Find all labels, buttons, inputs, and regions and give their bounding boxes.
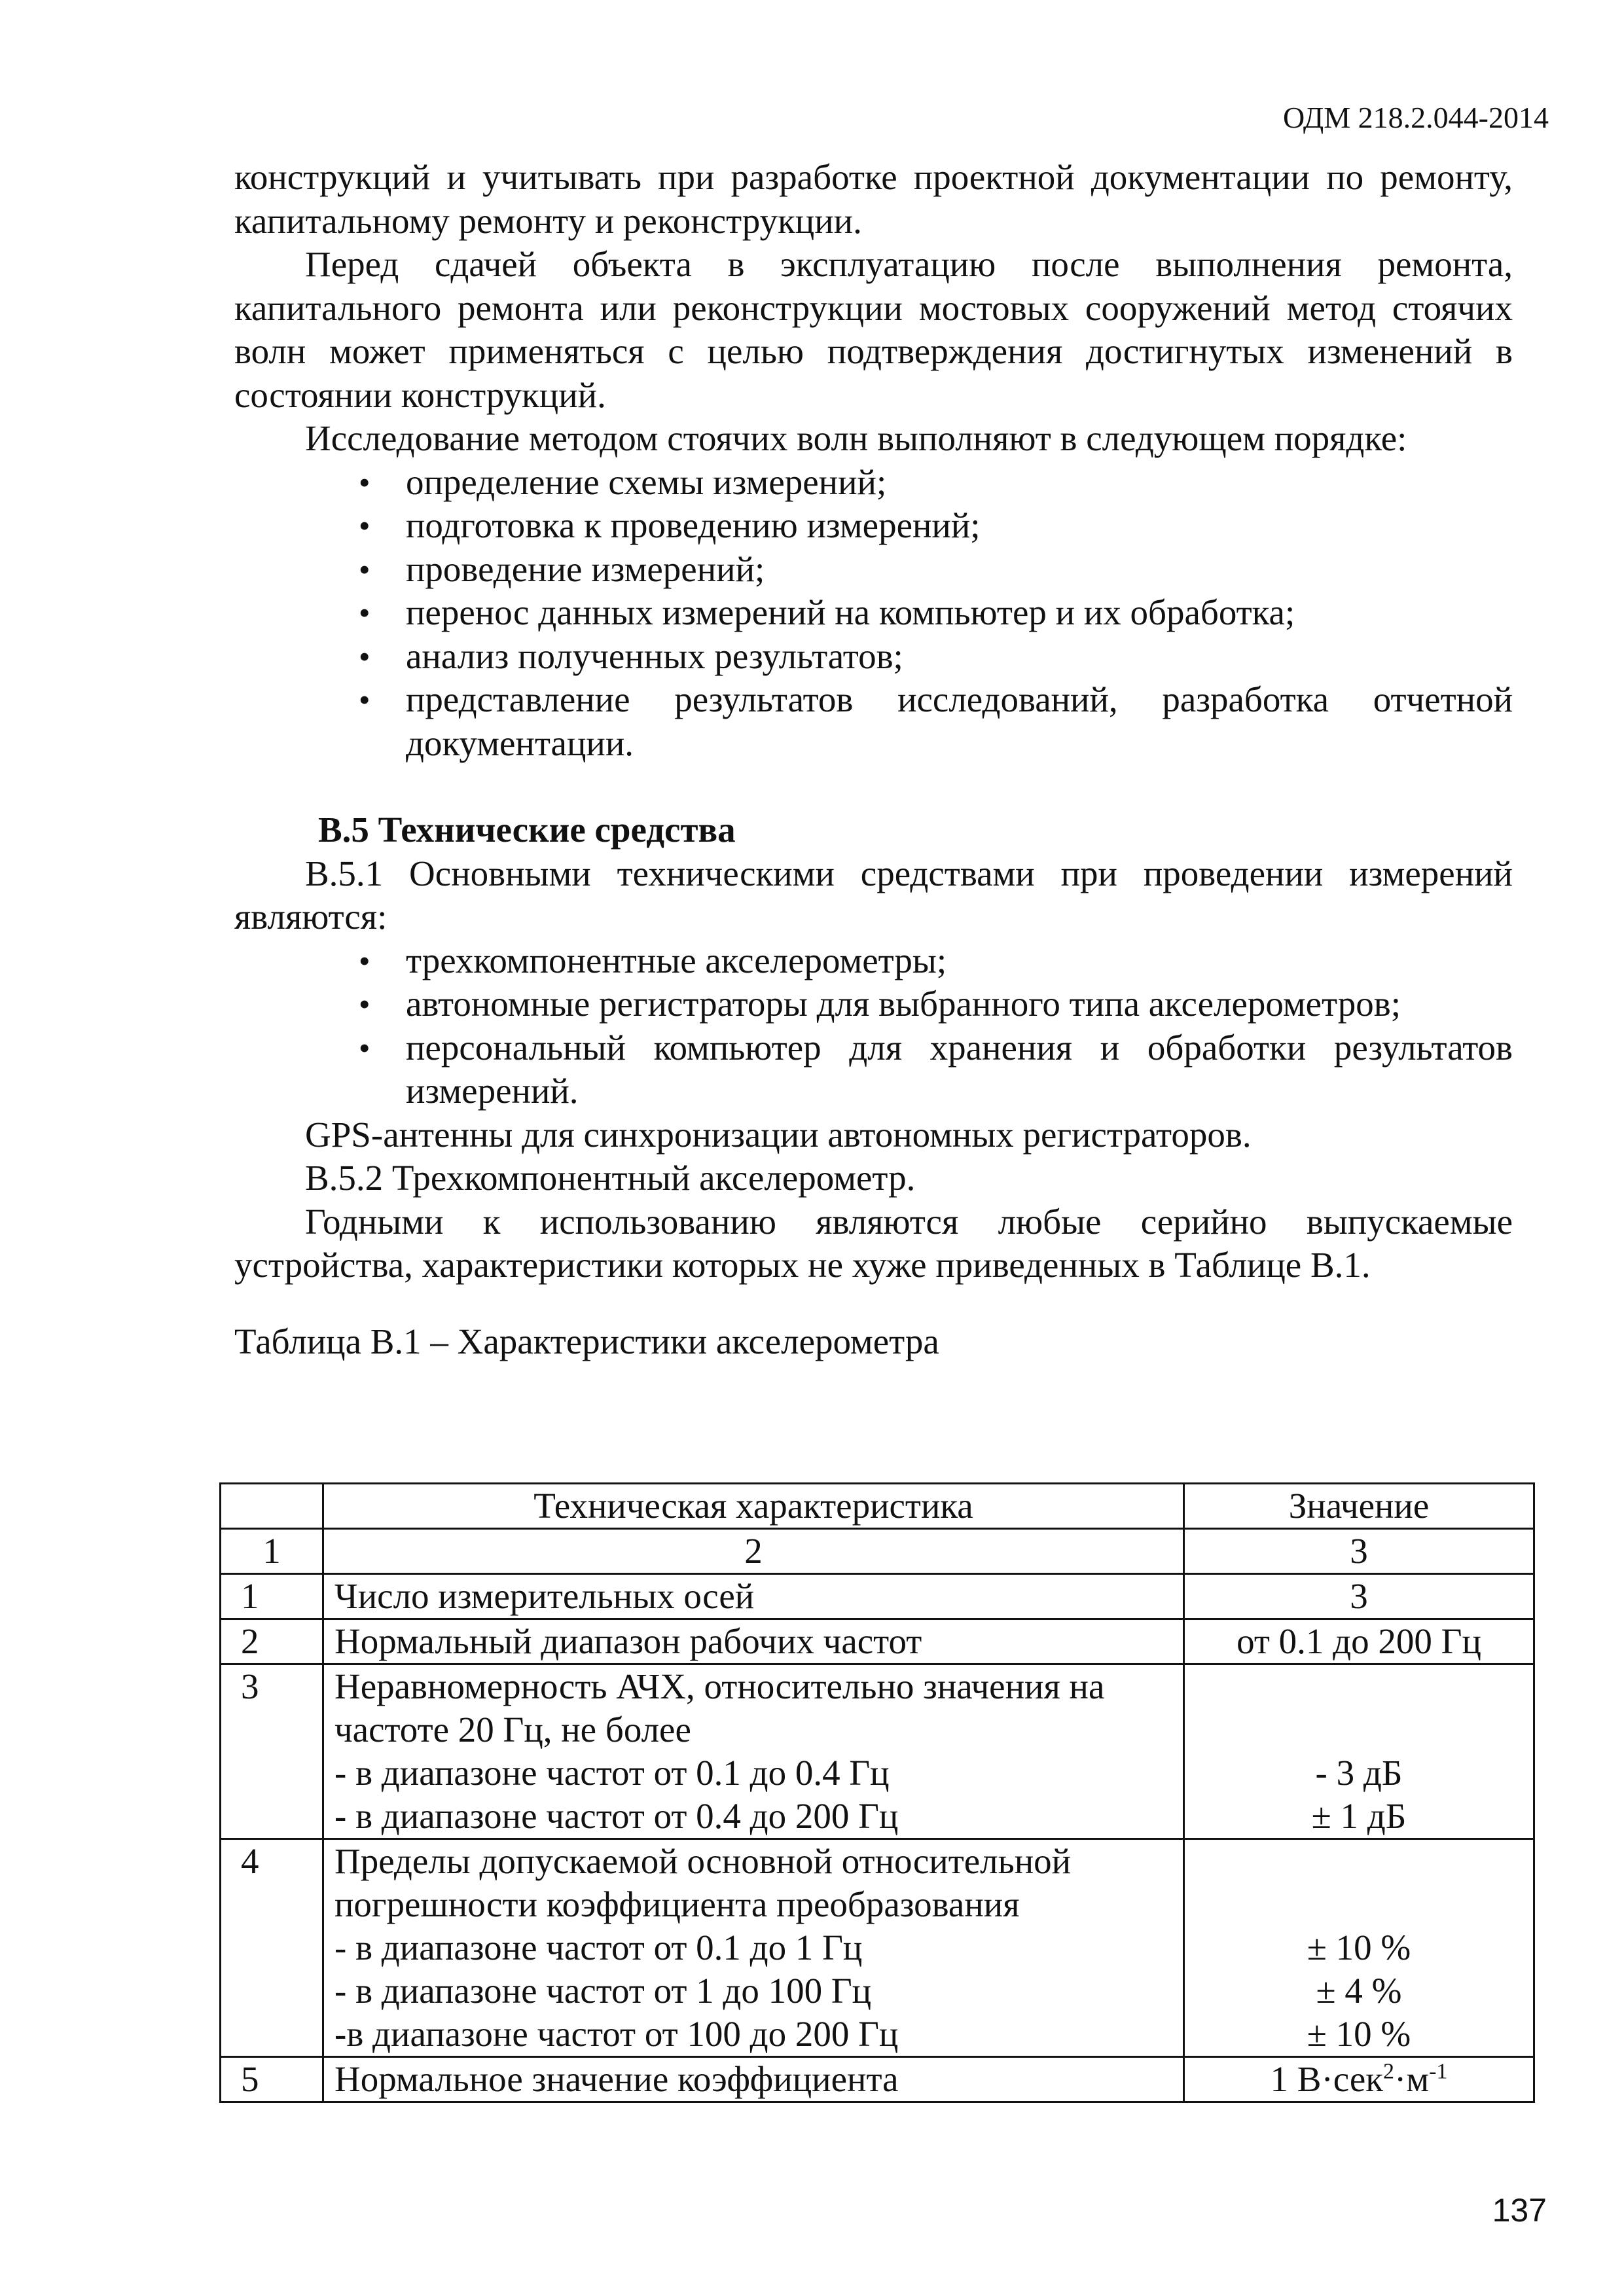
list-item: • трехкомпонентные акселерометры; bbox=[234, 939, 1513, 983]
bullet-icon: • bbox=[359, 942, 370, 979]
column-number-row bbox=[221, 1529, 1534, 1574]
table-header-row bbox=[221, 1484, 1534, 1529]
description-cell: Число измерительных осей bbox=[323, 1574, 1184, 1619]
description-cell: Нормальное значение коэффициента bbox=[323, 2057, 1184, 2102]
column-number-cell: 3 bbox=[1184, 1529, 1534, 1574]
table-caption: Таблица В.1 – Характеристики акселерометра bbox=[234, 1321, 939, 1361]
list-item: • анализ полученных результатов; bbox=[234, 635, 1513, 679]
row-number-cell: 3 bbox=[221, 1664, 323, 1839]
paragraph: В.5.1 Основными техническими средствами при проведении измерений являются: bbox=[234, 853, 1513, 937]
bullet-icon: • bbox=[359, 463, 370, 501]
bullet-icon: • bbox=[359, 594, 370, 631]
paragraph: конструкций и учитывать при разработке проектной документации по ремонту, капитальному ремонту и реконструкции. bbox=[234, 157, 1513, 241]
list-item: • перенос данных измерений на компьютер и их обработка; bbox=[234, 591, 1513, 635]
header-cell bbox=[221, 1484, 323, 1529]
list-item: • персональный компьютер для хранения и обработки результатов измерений. bbox=[359, 1027, 1513, 1111]
value-cell: 3 bbox=[1184, 1574, 1534, 1619]
value-cell: - 3 дБ ± 1 дБ bbox=[1184, 1664, 1534, 1839]
bullet-icon: • bbox=[359, 1029, 370, 1066]
header-cell: Значение bbox=[1184, 1484, 1534, 1529]
bullet-icon: • bbox=[359, 681, 370, 718]
row-number-cell: 1 bbox=[221, 1574, 323, 1619]
description-cell: Неравномерность АЧХ, относительно значения на частоте 20 Гц, не более - в диапазоне частот от 0.1 до 0.4 Гц - в диапазоне частот от 0.4 до 200 Гц bbox=[323, 1664, 1184, 1839]
value-cell: 1 $В\cdot сек^2\cdot м^{-1}$ bbox=[1184, 2057, 1534, 2102]
value-cell: ± 10 % ± 4 % ± 10 % bbox=[1184, 1839, 1534, 2057]
table-row bbox=[221, 2057, 1534, 2102]
table-row bbox=[221, 1839, 1534, 2057]
column-number-cell: 2 bbox=[323, 1529, 1184, 1574]
description-cell: Пределы допускаемой основной относительной погрешности коэффициента преобразования - в диапазоне частот от 0.1 до 1 Гц - в диапазоне частот от 1 до 100 Гц -в диапазоне частот от 100 до 200 Гц bbox=[323, 1839, 1184, 2057]
list-item: • представление результатов исследований, разработка отчетной документации. bbox=[359, 679, 1513, 763]
row-number-cell: 5 bbox=[221, 2057, 323, 2102]
list-item: • подготовка к проведению измерений; bbox=[234, 504, 1513, 548]
bullet-icon: • bbox=[359, 550, 370, 588]
column-number-cell: 1 bbox=[221, 1529, 323, 1574]
page-body bbox=[234, 156, 1513, 1363]
paragraph: Исследование методом стоячих волн выполняют в следующем порядке: bbox=[305, 418, 1407, 458]
table-row bbox=[221, 1619, 1534, 1664]
document-code: ОДМ 218.2.044-2014 bbox=[1282, 101, 1549, 134]
accelerometer-spec-table bbox=[219, 1482, 1535, 2103]
list-item: • проведение измерений; bbox=[234, 548, 1513, 592]
paragraph: GPS-антенны для синхронизации автономных регистраторов. bbox=[305, 1114, 1252, 1155]
row-number-cell: 2 bbox=[221, 1619, 323, 1664]
paragraph: Годными к использованию являются любые серийно выпускаемые устройства, характеристики которых не хуже приведенных в Таблице В.1. bbox=[234, 1201, 1513, 1285]
row-number-cell: 4 bbox=[221, 1839, 323, 2057]
list-item: • определение схемы измерений; bbox=[234, 461, 1513, 505]
list-item: • автономные регистраторы для выбранного типа акселерометров; bbox=[234, 982, 1513, 1026]
section-heading: В.5 Технические средства bbox=[318, 810, 736, 850]
value-cell: от 0.1 до 200 Гц bbox=[1184, 1619, 1534, 1664]
table-row bbox=[221, 1574, 1534, 1619]
description-cell: Нормальный диапазон рабочих частот bbox=[323, 1619, 1184, 1664]
paragraph: В.5.2 Трехкомпонентный акселерометр. bbox=[305, 1158, 916, 1198]
table-row bbox=[221, 1664, 1534, 1839]
header-cell: Техническая характеристика bbox=[323, 1484, 1184, 1529]
paragraph: Перед сдачей объекта в эксплуатацию после выполнения ремонта, капитального ремонта или реконструкции мостовых сооружений метод стоячих волн может применяться с целью подтверждения достигнутых изменений в состоянии конструкций. bbox=[234, 244, 1513, 415]
page-number: 137 bbox=[1492, 2192, 1547, 2229]
procedure-list bbox=[234, 461, 1513, 766]
bullet-icon: • bbox=[359, 986, 370, 1022]
tools-list bbox=[234, 939, 1513, 1113]
bullet-icon: • bbox=[359, 637, 370, 675]
bullet-icon: • bbox=[359, 507, 370, 544]
